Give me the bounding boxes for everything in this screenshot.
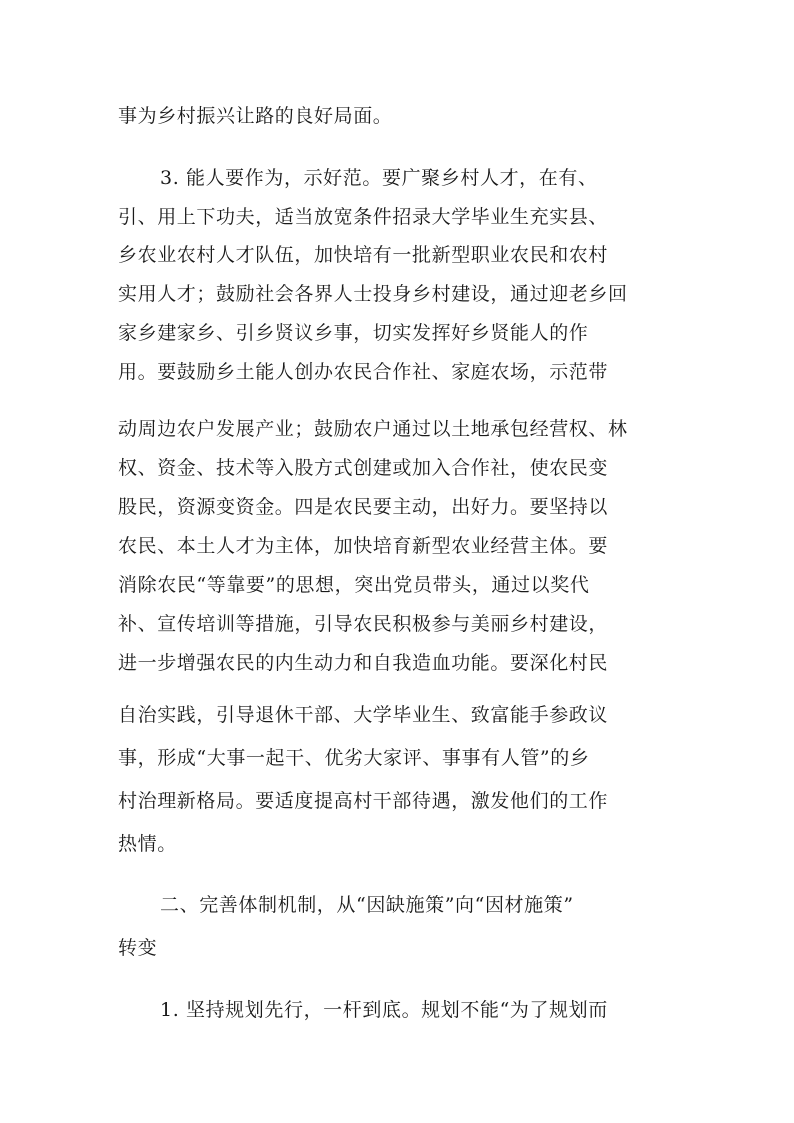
paragraph-line: 1. 坚持规划先行，一杆到底。规划不能“为了规划而: [160, 999, 608, 1021]
paragraph-line: 股民，资源变资金。四是农民要主动，出好力。要坚持以: [118, 496, 609, 518]
paragraph-line: 热情。: [118, 833, 177, 855]
paragraph-line: 3. 能人要作为，示好范。要广聚乡村人才，在有、: [160, 167, 598, 189]
paragraph-line: 事为乡村振兴让路的良好局面。: [118, 105, 393, 127]
paragraph-line: 事，形成“大事一起干、优劣大家评、事事有人管”的乡: [118, 747, 590, 769]
paragraph-line: 家乡建家乡、引乡贤议乡事，切实发挥好乡贤能人的作: [118, 322, 589, 344]
section-heading-line: 二、完善体制机制，从“因缺施策”向“因材施策”: [160, 894, 574, 916]
paragraph-line: 乡农业农村人才队伍，加快培有一批新型职业农民和农村: [118, 244, 609, 266]
paragraph-line: 用。要鼓励乡土能人创办农民合作社、家庭农场，示范带: [118, 361, 609, 383]
paragraph-line: 实用人才；鼓励社会各界人士投身乡村建设，通过迎老乡回: [118, 283, 628, 305]
section-heading-line: 转变: [118, 937, 158, 959]
paragraph-line: 自治实践，引导退休干部、大学毕业生、致富能手参政议: [118, 704, 609, 726]
paragraph-line: 农民、本土人才为主体，加快培育新型农业经营主体。要: [118, 535, 609, 557]
paragraph-line: 村治理新格局。要适度提高村干部待遇，激发他们的工作: [118, 790, 609, 812]
paragraph-line: 权、资金、技术等入股方式创建或加入合作社，使农民变: [118, 457, 609, 479]
paragraph-line: 消除农民“等靠要”的思想，突出党员带头，通过以奖代: [118, 574, 590, 596]
paragraph-line: 补、宣传培训等措施，引导农民积极参与美丽乡村建设，: [118, 613, 609, 635]
paragraph-line: 动周边农户发展产业；鼓励农户通过以土地承包经营权、林: [118, 418, 628, 440]
paragraph-line: 引、用上下功夫，适当放宽条件招录大学毕业生充实县、: [118, 206, 609, 228]
paragraph-line: 进一步增强农民的内生动力和自我造血功能。要深化村民: [118, 652, 609, 674]
